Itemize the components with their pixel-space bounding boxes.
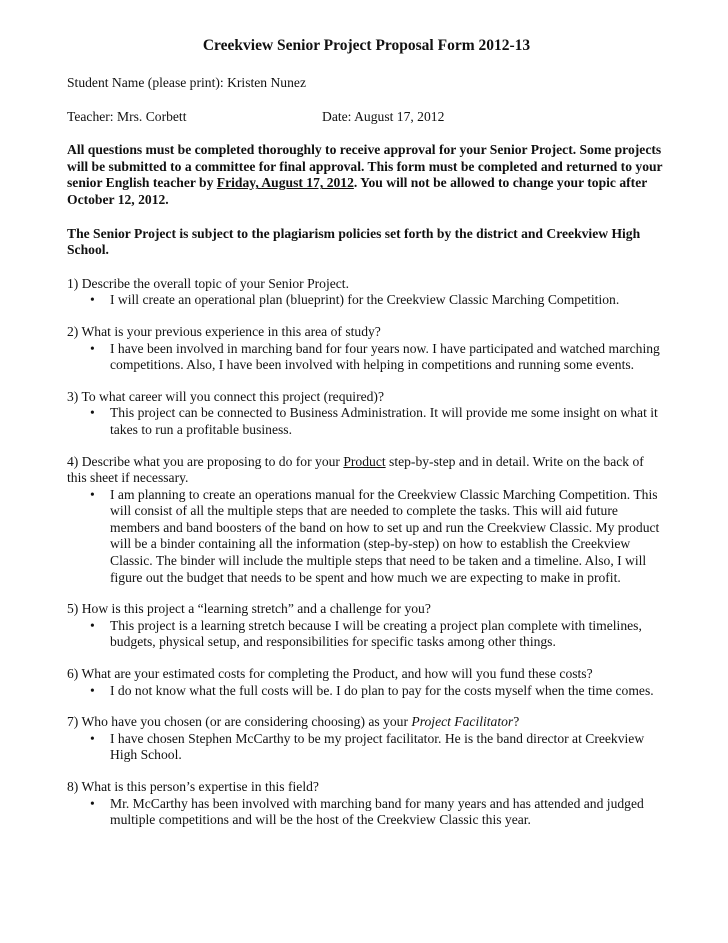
question-text-end: step-by-step and in detail. Write on the back of this sheet if necessary. bbox=[67, 453, 644, 486]
question-1 bbox=[67, 276, 666, 309]
question-text bbox=[67, 714, 666, 731]
product-term: Product bbox=[343, 453, 386, 469]
answer-item bbox=[87, 405, 666, 438]
question-text: 1) Describe the overall topic of your Senior Project. bbox=[67, 275, 349, 291]
bullet-icon: • bbox=[90, 617, 95, 633]
bullet-icon: • bbox=[90, 730, 95, 746]
date-label: Date: bbox=[322, 108, 352, 124]
teacher-date-line bbox=[67, 109, 666, 126]
page-title: Creekview Senior Project Proposal Form 2012-13 bbox=[202, 37, 531, 54]
teacher-field bbox=[67, 109, 322, 126]
answer-item bbox=[87, 341, 666, 374]
answer-list bbox=[67, 292, 666, 309]
question-3 bbox=[67, 389, 666, 439]
question-6 bbox=[67, 666, 666, 699]
answer-item bbox=[87, 796, 666, 829]
bullet-icon: • bbox=[90, 292, 95, 308]
notice-text-end: . You will not be allowed to change your topic after October 12, 2012. bbox=[67, 175, 648, 207]
answer-item bbox=[87, 683, 666, 700]
answer-text: I have been involved in marching band for four years now. I have participated and watched marching competitions. Also, I have been involved with helping in competitions and running some events. bbox=[110, 340, 660, 373]
question-5 bbox=[67, 601, 666, 651]
question-text: 6) What are your estimated costs for completing the Product, and how will you fund these costs? bbox=[67, 666, 593, 682]
answer-list bbox=[67, 683, 666, 700]
notice-text-start: All questions must be completed thoroughly to receive approval for your Senior Project. Some projects will be submitted to a committee for final approval. This form must be completed and returned to your senior English teacher by bbox=[67, 142, 663, 191]
question-4 bbox=[67, 454, 666, 587]
answer-text: This project is a learning stretch because I will be creating a project plan complete with timelines, budgets, physical setup, and responsibilities for specific tasks among other things. bbox=[110, 617, 642, 650]
answer-item bbox=[87, 292, 666, 309]
date-value: August 17, 2012 bbox=[354, 108, 445, 124]
question-text: 8) What is this person’s expertise in this field? bbox=[67, 779, 319, 794]
question-text-start: 4) Describe what you are proposing to do for your bbox=[67, 453, 344, 469]
answer-list bbox=[67, 618, 666, 651]
question-text: 5) How is this project a “learning stretch” and a challenge for you? bbox=[67, 601, 431, 617]
answer-list bbox=[67, 487, 666, 587]
answer-text: Mr. McCarthy has been involved with marching band for many years and has attended and judged multiple competitions and will be the host of the Creekview Classic this year. bbox=[110, 795, 644, 828]
answer-item bbox=[87, 618, 666, 651]
answer-list bbox=[67, 796, 666, 829]
teacher-label: Teacher: bbox=[67, 108, 114, 124]
answer-text: I will create an operational plan (blueprint) for the Creekview Classic Marching Competition. bbox=[110, 292, 620, 308]
deadline-date: Friday, August 17, 2012 bbox=[216, 175, 354, 191]
bullet-icon: • bbox=[90, 795, 95, 811]
teacher-value: Mrs. Corbett bbox=[117, 108, 187, 124]
answer-list bbox=[67, 731, 666, 764]
question-text: 2) What is your previous experience in this area of study? bbox=[67, 323, 381, 339]
question-text: 3) To what career will you connect this project (required)? bbox=[67, 388, 384, 404]
date-field bbox=[322, 109, 444, 126]
question-text-start: 7) Who have you chosen (or are considering choosing) as your bbox=[67, 714, 412, 730]
student-name-line bbox=[67, 75, 666, 92]
question-text-end: ? bbox=[513, 714, 520, 730]
question-7 bbox=[67, 714, 666, 764]
answer-list bbox=[67, 405, 666, 438]
bullet-icon: • bbox=[90, 682, 95, 698]
answer-text: I do not know what the full costs will be. I do plan to pay for the costs myself when the time comes. bbox=[110, 682, 654, 698]
project-facilitator-term: Project Facilitator bbox=[411, 714, 514, 730]
student-name-label: Student Name (please print): bbox=[67, 75, 224, 90]
answer-text: I have chosen Stephen McCarthy to be my project facilitator. He is the band director at Creekview High School. bbox=[110, 730, 645, 763]
bullet-icon: • bbox=[90, 340, 95, 356]
bullet-icon: • bbox=[90, 405, 95, 421]
question-text bbox=[67, 454, 666, 487]
answer-item bbox=[87, 731, 666, 764]
instructions-notice bbox=[67, 142, 666, 208]
answer-text: This project can be connected to Business Administration. It will provide me some insight on what it takes to run a profitable business. bbox=[110, 405, 658, 437]
answer-list bbox=[67, 341, 666, 374]
student-name-value: Kristen Nunez bbox=[227, 75, 306, 90]
question-2 bbox=[67, 324, 666, 374]
question-8 bbox=[67, 779, 666, 829]
answer-item bbox=[87, 487, 666, 587]
plagiarism-notice: The Senior Project is subject to the plagiarism policies set forth by the district and Creekview High School. bbox=[67, 225, 641, 258]
bullet-icon: • bbox=[90, 486, 95, 502]
answer-text: I am planning to create an operations manual for the Creekview Classic Marching Competition. This will consist of all the multiple steps that are needed to complete the tasks. This will aid future members and band boosters of the band on how to set up and run the Creekview Classic. My product will be a binder containing all the information (step-by-step) on how to establish the Creekview Classic. The binder will include the multiple steps that need to be taken and a timeline. Also, I will figure out the budget that needs to be spent and how much we are expecting to make in profit. bbox=[110, 486, 660, 585]
